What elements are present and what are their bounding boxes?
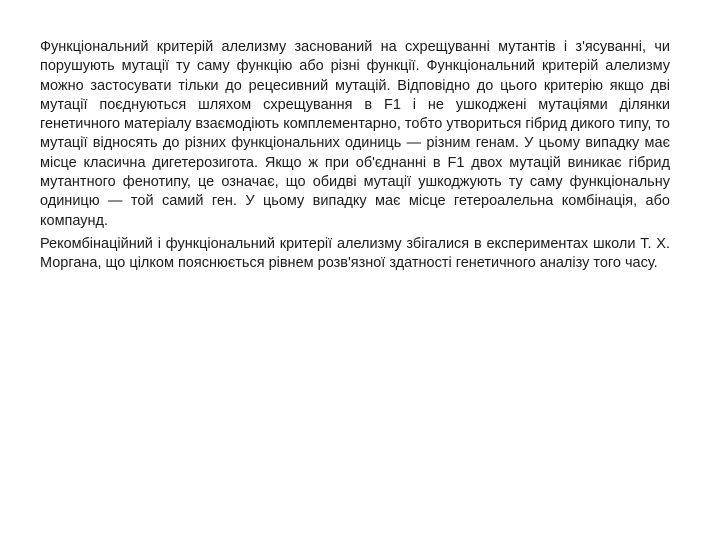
text-body xyxy=(40,38,670,278)
paragraph-functional-criterion: Функціональний критерій алелизму заснований на схрещуванні мутантів і з'ясуванні, чи порушують мутації ту саму функцію або різні функції. Функціональний критерій алелизму можно застосувати тільки до рецесивний мутацій. Відповідно до цього критерію якщо дві мутації поєднуються шляхом схрещування в F1 і не ушкоджені мутаціями ділянки генетичного матеріалу взаємодіють комплементарно, тобто утвориться гібрид дикого типу, то мутації відносять до різних функціональних одиниць — різним генам. У цьому випадку має місце класична дигетерозигота. Якщо ж при об'єднанні в F1 двох мутацій виникає гібрид мутантного фенотипу, це означає, що обидві мутації ушкоджують ту саму функціональну одиницю — той самий ген. У цьому випадку має місце гетероалельна комбінація, або компаунд. xyxy=(40,39,670,229)
paragraph-recombination-criterion: Рекомбінаційний і функціональний критерії алелизму збігалися в експериментах школи Т. Х. Моргана, що цілком пояснюється рівнем розв'язної здатності генетичного аналізу того часу. xyxy=(40,235,670,272)
